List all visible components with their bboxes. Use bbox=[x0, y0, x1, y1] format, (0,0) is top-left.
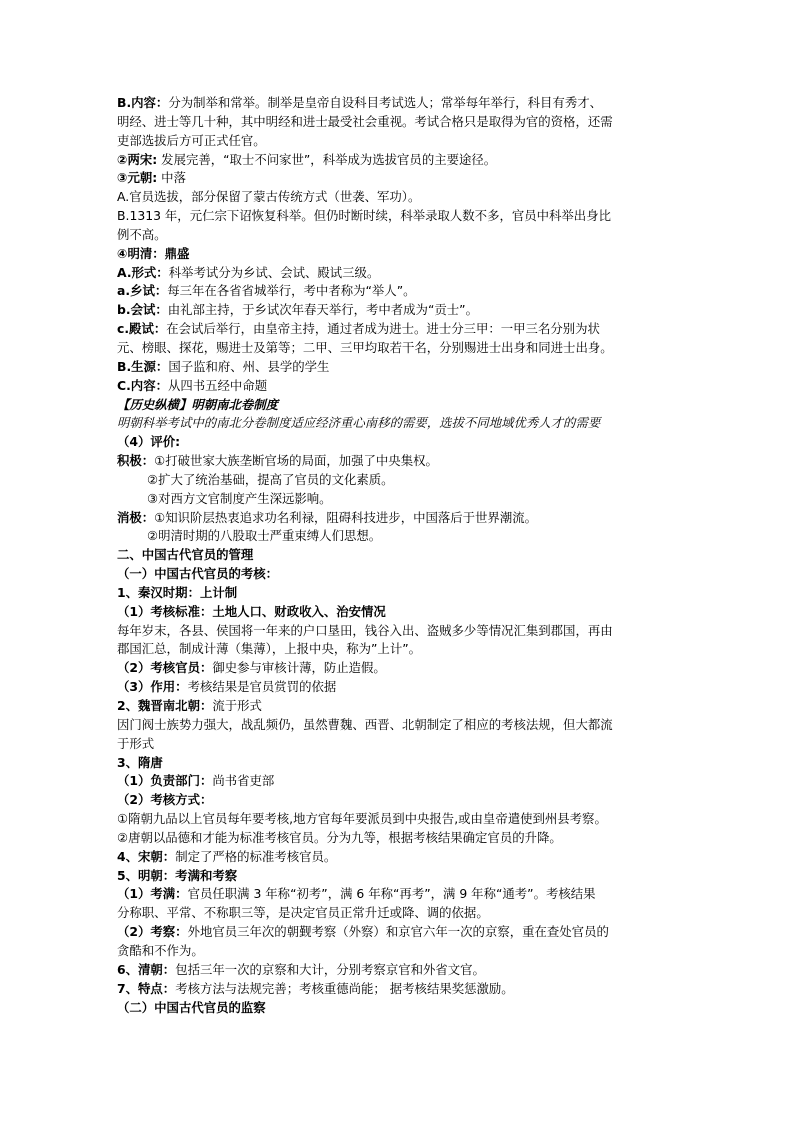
line-heading: 5、明朝：考满和考察 bbox=[117, 867, 238, 883]
line-text: 从四书五经中命题 bbox=[167, 377, 268, 393]
line-text: 考核结果是官员赏罚的依据 bbox=[187, 679, 337, 695]
line-text: 于形式 bbox=[117, 735, 155, 751]
line-text: B.1313 年，元仁宗下诏恢复科举。但仍时断时续，科举录取人数不多，官员中科举出身比 bbox=[117, 208, 611, 224]
text-line bbox=[117, 810, 687, 829]
line-text: 吏部选拔后方可正式任官。 bbox=[117, 132, 266, 148]
text-line bbox=[117, 509, 687, 528]
text-line bbox=[117, 772, 687, 791]
line-text: 考核方法与法规完善；考核重德尚能； 据考核结果奖惩激励。 bbox=[175, 980, 514, 996]
line-text: 发展完善，“取士不问家世”，科举成为选拔官员的主要途径。 bbox=[157, 151, 497, 167]
line-heading: a.乡试： bbox=[117, 283, 168, 299]
line-heading: （1）考核标准：土地人口、财政收入、治安情况 bbox=[117, 603, 386, 619]
text-line bbox=[117, 226, 687, 245]
text-line bbox=[117, 471, 687, 490]
line-text: 明朝南北卷制度 bbox=[191, 396, 279, 412]
text-line bbox=[117, 207, 687, 226]
text-line bbox=[117, 527, 687, 546]
line-text: 因门阀士族势力强大，战乱频仍，虽然曹魏、西晋、北朝制定了相应的考核法规，但大都流 bbox=[117, 716, 613, 732]
line-heading: A.形式： bbox=[117, 264, 169, 280]
text-line bbox=[117, 264, 687, 283]
line-heading: 【历史纵横】 bbox=[117, 396, 192, 412]
document-page bbox=[117, 94, 687, 1017]
text-line bbox=[117, 169, 687, 188]
text-line bbox=[117, 301, 687, 320]
line-heading: （3）作用： bbox=[117, 679, 188, 695]
text-line bbox=[117, 94, 687, 113]
line-heading: C.内容： bbox=[117, 377, 168, 393]
text-line bbox=[117, 622, 687, 641]
text-line bbox=[117, 791, 687, 810]
line-heading: c.殿试： bbox=[117, 321, 167, 337]
line-text: 科举考试分为乡试、会试、殿试三级。 bbox=[168, 264, 380, 280]
line-text: ②明清时期的八股取士严重束缚人们思想。 bbox=[147, 528, 382, 544]
text-line bbox=[117, 433, 687, 452]
line-heading: B.生源： bbox=[117, 358, 169, 374]
line-text: 元、榜眼、探花，赐进士及第等；二甲、三甲均取若干名，分别赐进士出身和同进士出身。 bbox=[117, 339, 613, 355]
line-text: ①隋朝九品以上官员每年要考核,地方官每年要派员到中央报告,或由皇帝遣使到州县考察。 bbox=[117, 811, 607, 827]
line-heading: 1、秦汉时期：上计制 bbox=[117, 584, 238, 600]
text-line bbox=[117, 396, 687, 415]
text-line bbox=[117, 320, 687, 339]
line-heading: 二、中国古代官员的管理 bbox=[117, 547, 254, 563]
text-line bbox=[117, 358, 687, 377]
text-line bbox=[117, 603, 687, 622]
text-line bbox=[117, 377, 687, 396]
text-line bbox=[117, 565, 687, 584]
text-line bbox=[117, 640, 687, 659]
line-text: 在会试后举行，由皇帝主持，通过者成为进士。进士分三甲：一甲三名分别为状 bbox=[166, 321, 600, 337]
line-heading: ④明清：鼎盛 bbox=[117, 245, 190, 261]
line-text: 贪酷和不作为。 bbox=[117, 942, 204, 958]
line-text: 郡国汇总，制成计薄（集薄），上报中央，称为”上计”。 bbox=[117, 641, 422, 657]
text-line bbox=[117, 848, 687, 867]
line-heading: 7、特点： bbox=[117, 980, 176, 996]
line-heading: ②两宋: bbox=[117, 151, 158, 167]
text-line bbox=[117, 245, 687, 264]
line-text: 每三年在各省省城举行，考中者称为“举人”。 bbox=[167, 283, 416, 299]
line-text: 外地官员三年次的朝觐考察（外察）和京官六年一次的京察，重在查处官员的 bbox=[187, 924, 609, 940]
line-text: ①打破世家大族垄断官场的局面，加强了中央集权。 bbox=[154, 453, 438, 469]
text-line bbox=[117, 980, 687, 999]
line-heading: 消极： bbox=[117, 509, 155, 525]
line-heading: 6、清朝： bbox=[117, 961, 176, 977]
text-line bbox=[117, 923, 687, 942]
line-heading: （2）考核官员： bbox=[117, 660, 213, 676]
line-text: ②唐朝以品德和才能为标准考核官员。分为九等，根据考核结果确定官员的升降。 bbox=[117, 829, 562, 845]
line-heading: （2）考察： bbox=[117, 924, 188, 940]
line-text: ①知识阶层热衷追求功名利禄，阻碍科技进步，中国落后于世界潮流。 bbox=[154, 509, 537, 525]
text-line bbox=[117, 546, 687, 565]
line-text: 例不高。 bbox=[117, 226, 167, 242]
text-line bbox=[117, 904, 687, 923]
line-text: 由礼部主持，于乡试次年春天举行，考中者成为“贡士”。 bbox=[167, 302, 478, 318]
line-heading: （2）考核方式： bbox=[117, 792, 213, 808]
line-heading: 2、魏晋南北朝： bbox=[117, 698, 213, 713]
line-text: 御史参与审核计薄，防止造假。 bbox=[212, 660, 386, 676]
text-line bbox=[117, 754, 687, 773]
line-text: 明朝科举考试中的南北分卷制度适应经济重心南移的需要，选拔不同地域优秀人才的需要 bbox=[117, 415, 601, 431]
line-heading: 3、隋唐 bbox=[117, 754, 163, 770]
line-heading: 积极： bbox=[117, 453, 155, 469]
text-line bbox=[117, 867, 687, 886]
text-line bbox=[117, 697, 687, 716]
line-heading: （4）评价: bbox=[117, 434, 181, 450]
text-line bbox=[117, 282, 687, 301]
text-line bbox=[117, 188, 687, 207]
text-line bbox=[117, 678, 687, 697]
line-text: 包括三年一次的京察和大计，分别考察京官和外省文官。 bbox=[175, 961, 485, 977]
text-line bbox=[117, 716, 687, 735]
text-line bbox=[117, 452, 687, 471]
line-text: 官员任职满 3 年称“初考”，满 6 年称“再考”，满 9 年称“通考”。考核结果 bbox=[187, 886, 596, 902]
text-line bbox=[117, 132, 687, 151]
text-line bbox=[117, 942, 687, 961]
line-text: 分称职、平常、不称职三等，是决定官员正常升迁或降、调的依据。 bbox=[117, 905, 489, 921]
line-text: ②扩大了统治基础，提高了官员的文化素质。 bbox=[147, 471, 394, 487]
line-heading: （1）考满： bbox=[117, 886, 188, 902]
text-line bbox=[117, 659, 687, 678]
line-text: 明经、进士等几十种，其中明经和进士最受社会重视。考试合格只是取得为官的资格，还需 bbox=[117, 113, 613, 129]
line-heading: 4、宋朝： bbox=[117, 848, 176, 864]
line-heading: （二）中国古代官员的监察 bbox=[117, 999, 266, 1015]
line-text: 分为制举和常举。制举是皇帝自设科目考试选人；常举每年举行，科目有秀才、 bbox=[168, 95, 602, 110]
text-line bbox=[117, 490, 687, 509]
text-line bbox=[117, 961, 687, 980]
line-text: 流于形式 bbox=[212, 698, 262, 713]
text-line bbox=[117, 735, 687, 754]
text-line bbox=[117, 151, 687, 170]
text-line bbox=[117, 584, 687, 603]
line-text: 制定了严格的标准考核官员。 bbox=[175, 848, 337, 864]
line-heading: B.内容： bbox=[117, 95, 169, 110]
line-text: A.官员选拔，部分保留了蒙古传统方式（世袭、军功）。 bbox=[117, 189, 421, 205]
line-text: 国子监和府、州、县学的学生 bbox=[168, 358, 330, 374]
line-heading: b.会试： bbox=[117, 302, 168, 318]
text-line bbox=[117, 113, 687, 132]
text-line bbox=[117, 829, 687, 848]
text-line bbox=[117, 999, 687, 1018]
line-heading: （1）负责部门： bbox=[117, 773, 213, 789]
line-text: 每年岁末，各县、侯国将一年来的户口垦田，钱谷入出、盗贼多少等情况汇集到郡国，再由 bbox=[117, 622, 613, 638]
text-line bbox=[117, 414, 687, 433]
text-line bbox=[117, 339, 687, 358]
line-heading: （一）中国古代官员的考核： bbox=[117, 566, 279, 582]
line-text: 尚书省吏部 bbox=[212, 773, 275, 789]
line-text: 中落 bbox=[157, 170, 186, 186]
line-heading: ③元朝: bbox=[117, 170, 158, 186]
text-line bbox=[117, 885, 687, 904]
line-text: ③对西方文官制度产生深远影响。 bbox=[147, 490, 332, 506]
